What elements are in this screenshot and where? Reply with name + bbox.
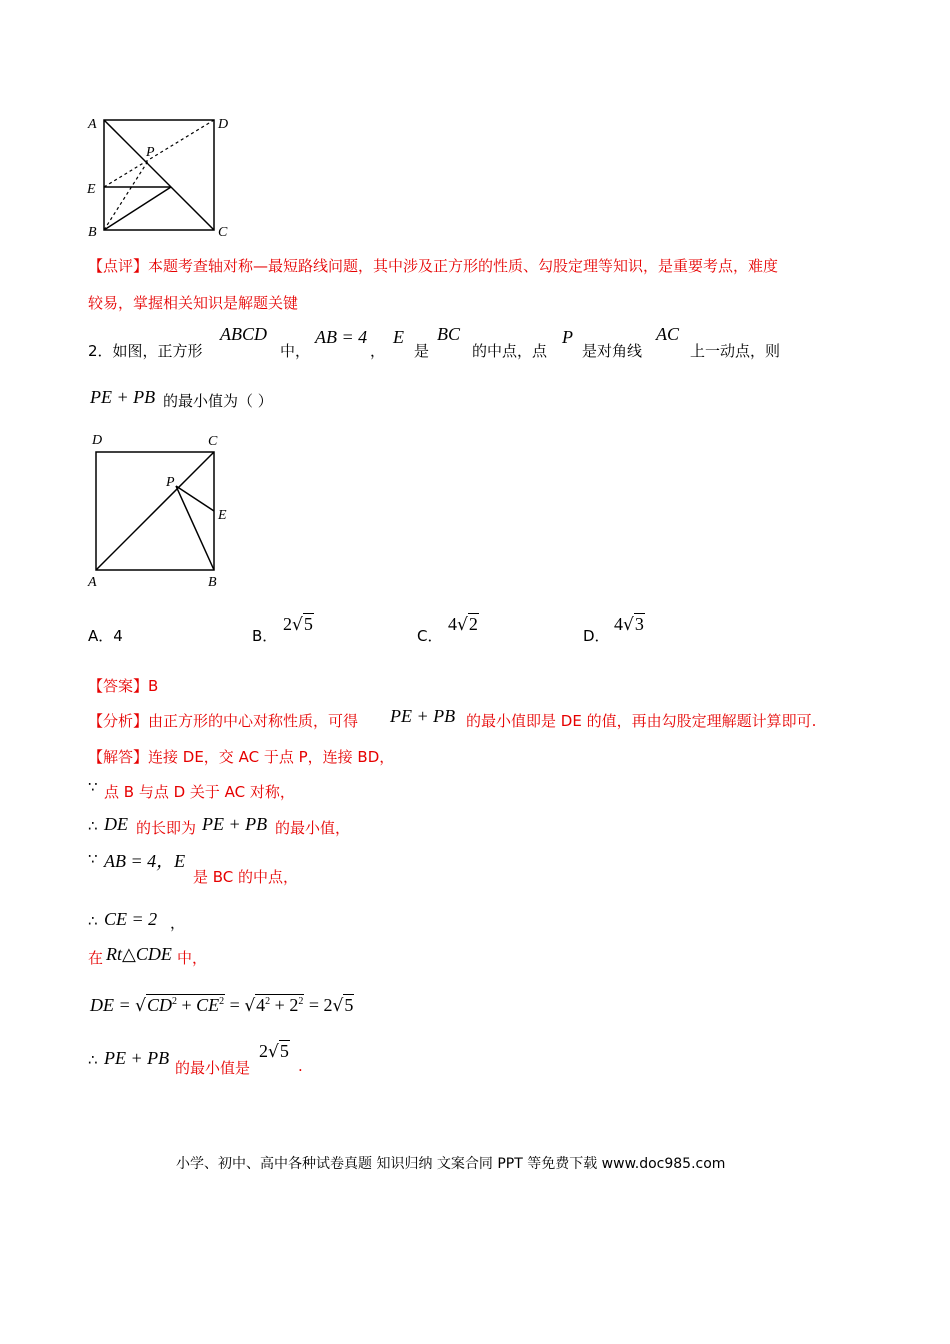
footer-text: 小学、初中、高中各种试卷真题 知识归纳 文案合同 PPT 等免费下载 www.doc985.com — [176, 1156, 726, 1172]
label-b: B — [88, 225, 97, 240]
question-text-diag: 是对角线 — [582, 342, 643, 360]
review-text-1: 本题考查轴对称—最短路线问题，其中涉及正方形的性质、勾股定理等知识，是重要考点，难度 — [148, 257, 779, 275]
solution-line-8-text: 的最小值是 — [175, 1059, 251, 1077]
label-c: C — [218, 225, 228, 240]
option-b-sqrt: √5 — [292, 614, 313, 635]
analysis-tag: 【分析】 — [88, 712, 149, 730]
dashed-ed — [104, 120, 214, 187]
equation-two: 2 — [289, 995, 299, 1015]
equation-cd-exp: 2 — [172, 996, 177, 1007]
solution-line-6-text-1: 在 — [88, 949, 104, 967]
label-c-2: C — [208, 434, 218, 449]
question-text-shi: 是 — [414, 342, 430, 360]
solution-line-4-sym: ∵ — [88, 850, 98, 868]
option-d-sqrt: √3 — [623, 614, 644, 635]
analysis-text-1: 由正方形的中心对称性质，可得 — [148, 712, 359, 730]
answer-value: B — [148, 677, 159, 695]
segment-b-to-diagonal — [104, 187, 171, 230]
option-d-radicand: 3 — [634, 614, 644, 634]
equation-eq-2: = — [229, 995, 240, 1015]
label-p: P — [146, 145, 155, 160]
diagonal-ac — [104, 120, 214, 230]
equation-lhs: DE = — [90, 995, 131, 1015]
equation-ce: CE — [196, 995, 220, 1015]
option-c-radicand: 2 — [468, 614, 478, 634]
solution-line-8-sym: ∴ — [88, 1051, 98, 1069]
question-ac: AC — [656, 324, 680, 344]
equation-plus-2: + — [270, 995, 290, 1015]
label-a: A — [88, 117, 97, 132]
equation-eq-3: = 2 — [308, 995, 333, 1015]
review-line-1 — [88, 255, 778, 276]
label-a-2: A — [88, 575, 97, 590]
solution-line-4-text: 是 BC 的中点， — [193, 868, 299, 886]
question-p: P — [562, 327, 573, 347]
question-comma: ， — [370, 342, 386, 360]
option-b-coef: 2 — [283, 614, 292, 634]
solution-line-3-de: DE — [104, 814, 128, 834]
review-line-2: 较易，掌握相关知识是解题关键 — [88, 294, 299, 312]
question-square: ABCD — [220, 324, 267, 344]
dashed-bp — [104, 161, 148, 230]
diagonal-ac-2 — [96, 452, 214, 570]
solution-line-7-equation — [90, 995, 354, 1016]
final-sqrt: √5 — [268, 1041, 289, 1062]
option-b-value — [283, 614, 314, 635]
question-text-moving: 上一动点，则 — [690, 342, 781, 360]
option-c-sqrt: √2 — [457, 614, 478, 635]
label-d-2: D — [92, 433, 103, 448]
solution-text-1: 连接 DE，交 AC 于点 P，连接 BD， — [148, 748, 395, 766]
figure-1-diagram — [84, 112, 234, 242]
solution-line-8-end: . — [298, 1057, 303, 1075]
solution-line-5-sym: ∴ — [88, 912, 98, 930]
solution-line-6-math: Rt△CDE — [106, 944, 172, 964]
option-b-radicand: 5 — [303, 614, 313, 634]
label-p-2: P — [166, 475, 175, 490]
option-d-label: D． — [583, 627, 610, 645]
answer-line — [88, 675, 158, 696]
solution-line-2-sym: ∵ — [88, 778, 98, 796]
option-c-coef: 4 — [448, 614, 457, 634]
equation-cd: CD — [146, 995, 172, 1015]
label-b-2: B — [208, 575, 217, 590]
solution-line-2: 点 B 与点 D 关于 AC 对称， — [104, 783, 295, 801]
label-d: D — [218, 117, 229, 132]
figure-2-diagram — [84, 428, 244, 593]
solution-tag: 【解答】 — [88, 748, 149, 766]
solution-line-3-text-1: 的长即为 — [136, 819, 197, 837]
question-text-zhong: 中， — [280, 342, 311, 360]
question-e: E — [393, 327, 404, 347]
solution-line-3-sym: ∴ — [88, 817, 98, 835]
solution-line-3-text-2: 的最小值， — [275, 819, 351, 837]
equation-four-exp: 2 — [265, 996, 271, 1007]
final-radicand: 5 — [279, 1041, 289, 1061]
option-a: A．4 — [88, 627, 123, 645]
equation-radicand-5: 5 — [344, 995, 354, 1015]
question-ab-eq: AB = 4 — [315, 327, 368, 347]
equation-two-exp: 2 — [298, 996, 304, 1007]
review-tag: 【点评】 — [88, 257, 149, 275]
label-e: E — [87, 182, 96, 197]
analysis-expr: PE + PB — [390, 706, 456, 726]
solution-line-8-expr: PE + PB — [104, 1048, 170, 1068]
final-coef: 2 — [259, 1041, 268, 1061]
solution-line-4-math: AB = 4，E — [104, 851, 186, 871]
solution-line-3-expr: PE + PB — [202, 814, 268, 834]
equation-sqrt-1: $√CD^2 + CE^2$ — [135, 995, 225, 1016]
solution-line-8-value — [259, 1041, 290, 1062]
question-text-midpoint: 的中点，点 — [472, 342, 548, 360]
option-c-label: C． — [417, 627, 443, 645]
question-expr: PE + PB — [90, 387, 156, 407]
equation-sqrt-2: $√4^2 + 2^2$ — [244, 995, 304, 1016]
equation-ce-exp: 2 — [219, 996, 225, 1007]
equation-sqrt-3: √5 — [332, 995, 354, 1016]
question-bc: BC — [437, 324, 461, 344]
answer-tag: 【答案】 — [88, 677, 149, 695]
option-d-value — [614, 614, 645, 635]
solution-line-6-text-2: 中， — [177, 949, 208, 967]
label-e-2: E — [218, 508, 227, 523]
option-d-coef: 4 — [614, 614, 623, 634]
equation-plus-1: + — [177, 995, 197, 1015]
question-text-min: 的最小值为（ ） — [163, 392, 273, 410]
analysis-line — [88, 710, 358, 731]
solution-line-5-math: CE = 2 — [104, 909, 158, 929]
option-b-label: B． — [252, 627, 278, 645]
solution-line-1 — [88, 746, 394, 767]
question-number: 2．如图，正方形 — [88, 342, 203, 360]
option-c-value — [448, 614, 479, 635]
equation-four: 4 — [256, 995, 266, 1015]
solution-line-5-end: ， — [170, 914, 186, 932]
analysis-text-2: 的最小值即是 DE 的值，再由勾股定理解题计算即可. — [466, 712, 817, 730]
